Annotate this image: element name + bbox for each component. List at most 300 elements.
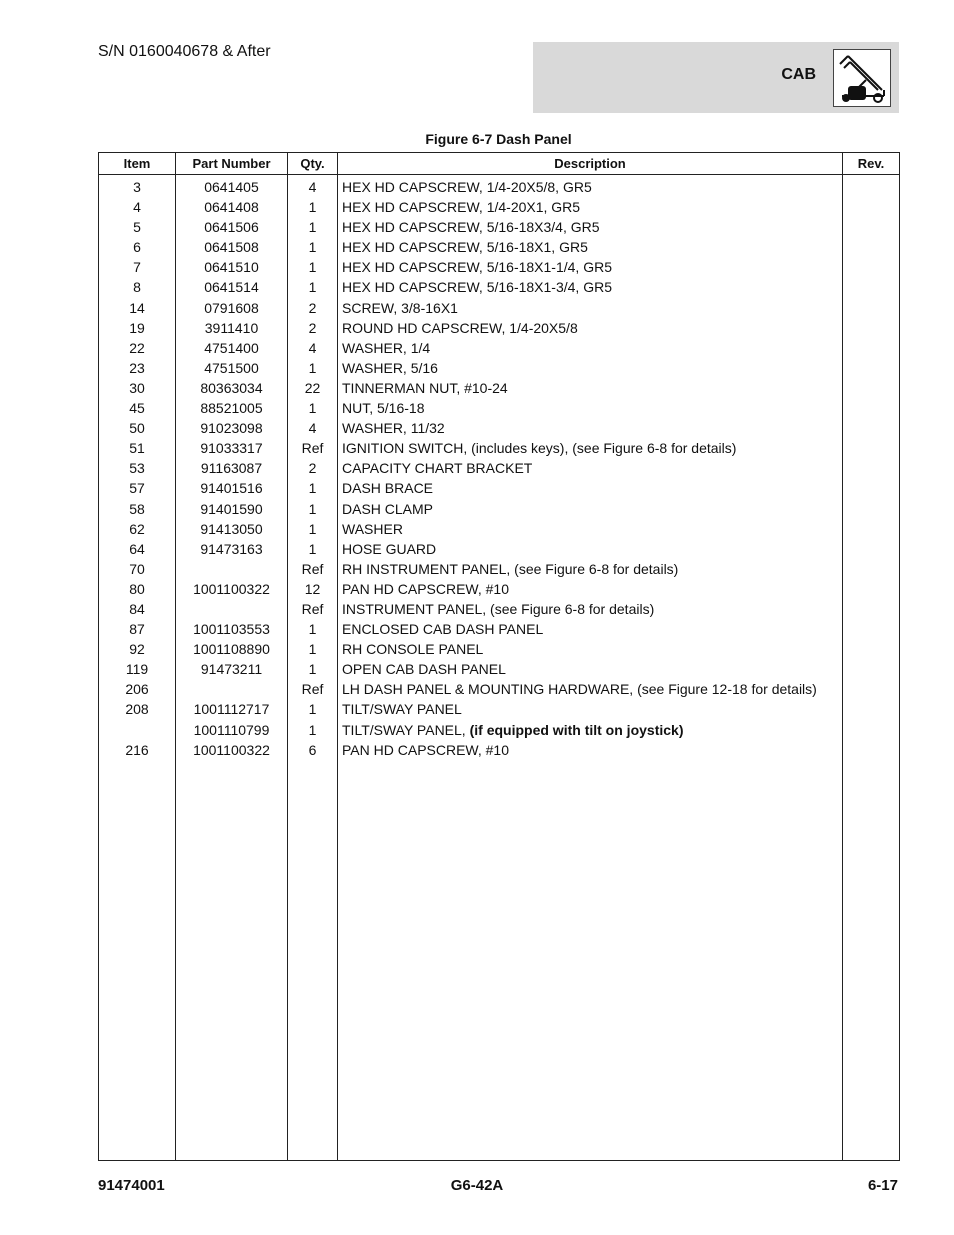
cell-qty-text: 1 — [308, 480, 317, 497]
table-row — [99, 217, 900, 237]
table-row — [99, 639, 900, 659]
cell-item-text: 19 — [129, 319, 145, 336]
cell-qty-text: Ref — [301, 600, 324, 617]
table-row — [99, 418, 900, 438]
cell-qty-text: 1 — [308, 621, 317, 638]
cell-item — [99, 539, 176, 559]
cell-rev — [843, 559, 900, 579]
cell-part-number-text: 1001103553 — [193, 621, 270, 638]
cell-rev — [843, 519, 900, 539]
cell-qty-text: 1 — [308, 359, 317, 376]
cell-qty-text: 2 — [308, 460, 317, 477]
cell-item — [99, 217, 176, 237]
table-row — [99, 358, 900, 378]
cell-rev — [843, 699, 900, 719]
cell-part-number — [176, 519, 288, 539]
cell-description — [338, 318, 843, 338]
cell-part-number — [176, 579, 288, 599]
cell-description-text: HOSE GUARD — [342, 540, 437, 557]
filler-cell — [843, 760, 900, 1161]
cell-item-text: 50 — [129, 420, 145, 437]
cell-qty-text: 1 — [308, 279, 317, 296]
cell-part-number-text: 1001100322 — [193, 580, 270, 597]
cell-part-number-text: 91413050 — [200, 520, 263, 537]
cell-qty-text: 6 — [308, 741, 317, 758]
cell-qty — [288, 599, 338, 619]
cell-item — [99, 277, 176, 297]
cell-description — [338, 599, 843, 619]
cell-item — [99, 619, 176, 639]
cell-qty-text: 1 — [308, 540, 317, 557]
cell-item — [99, 519, 176, 539]
cell-part-number-text: 91473211 — [200, 661, 263, 678]
scissor-lift-icon — [833, 49, 891, 107]
cell-part-number — [176, 298, 288, 318]
cell-part-number-text: 0641508 — [204, 239, 259, 256]
cell-item-text: 5 — [133, 219, 141, 236]
cell-description — [338, 740, 843, 760]
cell-rev — [843, 257, 900, 277]
cell-description-text: WASHER — [342, 520, 403, 537]
cell-part-number — [176, 458, 288, 478]
filler-cell — [288, 760, 338, 1161]
cell-description-text: TILT/SWAY PANEL — [342, 701, 462, 718]
cell-description — [338, 358, 843, 378]
cell-item — [99, 438, 176, 458]
cell-item — [99, 659, 176, 679]
cell-part-number-text: 1001108890 — [193, 641, 270, 658]
cell-item-text: 92 — [129, 641, 145, 658]
cell-description — [338, 217, 843, 237]
table-row — [99, 378, 900, 398]
footer-page-number: 6-17 — [867, 1177, 898, 1194]
cell-rev — [843, 639, 900, 659]
cell-qty-text: 4 — [308, 179, 317, 195]
cell-description-text: TINNERMAN NUT, #10-24 — [342, 379, 508, 396]
cell-qty — [288, 539, 338, 559]
table-row — [99, 659, 900, 679]
cell-part-number — [176, 418, 288, 438]
cell-qty — [288, 438, 338, 458]
cell-part-number — [176, 175, 288, 198]
filler-cell — [99, 760, 176, 1161]
cell-description-text: HEX HD CAPSCREW, 5/16-18X1-3/4, GR5 — [342, 279, 612, 296]
cell-part-number — [176, 338, 288, 358]
cell-qty-text: 22 — [304, 379, 321, 396]
cell-part-number-text: 4751400 — [204, 339, 259, 356]
cell-item-text: 216 — [125, 741, 149, 758]
cell-description-text: DASH CLAMP — [342, 500, 434, 517]
table-row — [99, 398, 900, 418]
cell-rev — [843, 579, 900, 599]
table-row — [99, 519, 900, 539]
cell-part-number-text: 0641510 — [204, 259, 259, 276]
cell-part-number-text: 1001110799 — [193, 721, 270, 738]
cell-part-number — [176, 679, 288, 699]
cell-part-number — [176, 699, 288, 719]
cell-description — [338, 679, 843, 699]
cell-description-text: WASHER, 5/16 — [342, 359, 438, 376]
cell-description-text: HEX HD CAPSCREW, 5/16-18X3/4, GR5 — [342, 219, 600, 236]
cell-item-text: 7 — [133, 259, 141, 276]
cell-part-number-text: 0641514 — [204, 279, 259, 296]
cell-description — [338, 398, 843, 418]
cell-qty — [288, 458, 338, 478]
cell-qty — [288, 579, 338, 599]
cell-qty-text: 1 — [308, 641, 317, 658]
cell-description — [338, 659, 843, 679]
cell-item-text: 208 — [125, 701, 149, 718]
cell-description-text: IGNITION SWITCH, (includes keys), (see Figure 6-8 for details) — [342, 440, 737, 457]
cell-item — [99, 699, 176, 719]
cell-qty-text: 2 — [308, 319, 317, 336]
cell-part-number-text: 91023098 — [200, 420, 263, 437]
cell-description — [338, 257, 843, 277]
cell-item — [99, 599, 176, 619]
column-header-qty: Qty. — [288, 153, 338, 175]
figure-title: Figure 6-7 Dash Panel — [425, 131, 572, 147]
cell-item — [99, 398, 176, 418]
cell-qty — [288, 659, 338, 679]
cell-qty — [288, 217, 338, 237]
cell-rev — [843, 398, 900, 418]
cell-description — [338, 197, 843, 217]
cell-qty — [288, 398, 338, 418]
cell-description-text: NUT, 5/16-18 — [342, 400, 425, 417]
footer-model: G6-42A — [450, 1177, 504, 1194]
cell-qty — [288, 740, 338, 760]
cell-qty — [288, 720, 338, 740]
cell-rev — [843, 478, 900, 498]
cell-qty — [288, 318, 338, 338]
cell-description-text: RH CONSOLE PANEL — [342, 641, 484, 658]
cell-item-text: 14 — [129, 299, 145, 316]
cell-description — [338, 499, 843, 519]
cell-description — [338, 639, 843, 659]
cell-part-number-text: 91163087 — [200, 460, 263, 477]
cell-rev — [843, 298, 900, 318]
cell-description — [338, 478, 843, 498]
parts-table — [98, 152, 900, 1161]
cell-item-text: 51 — [129, 440, 145, 457]
cell-qty-text: 1 — [308, 400, 317, 417]
cell-item-text: 80 — [129, 580, 145, 597]
column-header-rev: Rev. — [843, 153, 900, 175]
table-row — [99, 679, 900, 699]
cell-item-text: 8 — [133, 279, 141, 296]
cell-part-number-text: 91033317 — [200, 440, 263, 457]
cell-description-text: HEX HD CAPSCREW, 5/16-18X1, GR5 — [342, 239, 588, 256]
table-row — [99, 197, 900, 217]
cell-rev — [843, 720, 900, 740]
cell-qty-text: Ref — [301, 681, 324, 698]
cell-description — [338, 298, 843, 318]
cell-description-text: TILT/SWAY PANEL, — [342, 721, 470, 738]
column-header-part-number: Part Number — [176, 153, 288, 175]
cell-part-number — [176, 197, 288, 217]
table-filler-row — [99, 760, 900, 1161]
table-header-row — [99, 153, 900, 175]
cell-qty-text: 2 — [308, 299, 317, 316]
cell-item-text: 22 — [129, 339, 145, 356]
cell-description-text: HEX HD CAPSCREW, 1/4-20X5/8, GR5 — [342, 179, 592, 195]
table-row — [99, 499, 900, 519]
cell-description — [338, 418, 843, 438]
cell-description — [338, 519, 843, 539]
cell-item — [99, 298, 176, 318]
cell-description-text: SCREW, 3/8-16X1 — [342, 299, 458, 316]
cell-part-number — [176, 559, 288, 579]
cell-item — [99, 237, 176, 257]
cell-rev — [843, 619, 900, 639]
cell-qty-text: 1 — [308, 701, 317, 718]
section-header — [533, 42, 899, 113]
cell-item-text: 62 — [129, 520, 145, 537]
section-label: CAB — [781, 66, 816, 83]
cell-item-text: 57 — [129, 480, 145, 497]
cell-description — [338, 559, 843, 579]
cell-qty — [288, 175, 338, 198]
cell-qty — [288, 197, 338, 217]
cell-part-number — [176, 740, 288, 760]
cell-rev — [843, 197, 900, 217]
cell-qty — [288, 519, 338, 539]
cell-part-number-text: 91401516 — [200, 480, 263, 497]
cell-qty-text: 1 — [308, 721, 317, 738]
cell-part-number — [176, 237, 288, 257]
cell-part-number-text: 80363034 — [200, 379, 263, 396]
table-row — [99, 338, 900, 358]
cell-item — [99, 175, 176, 198]
cell-description-text: DASH BRACE — [342, 480, 434, 497]
table-row — [99, 257, 900, 277]
cell-qty — [288, 559, 338, 579]
cell-rev — [843, 338, 900, 358]
cell-qty — [288, 619, 338, 639]
cell-rev — [843, 175, 900, 198]
cell-rev — [843, 679, 900, 699]
filler-cell — [176, 760, 288, 1161]
cell-rev — [843, 378, 900, 398]
cell-description — [338, 338, 843, 358]
cell-part-number — [176, 478, 288, 498]
cell-rev — [843, 599, 900, 619]
cell-qty-text: 1 — [308, 259, 317, 276]
cell-rev — [843, 458, 900, 478]
cell-qty — [288, 639, 338, 659]
table-row — [99, 740, 900, 760]
cell-description — [338, 237, 843, 257]
cell-description-text: WASHER, 1/4 — [342, 339, 431, 356]
cell-rev — [843, 499, 900, 519]
cell-item — [99, 579, 176, 599]
cell-item-text: 70 — [129, 560, 145, 577]
cell-part-number-text: 0641405 — [204, 179, 259, 195]
cell-part-number-text: 0791608 — [204, 299, 259, 316]
cell-part-number — [176, 438, 288, 458]
cell-description-emphasis: (if equipped with tilt on joystick) — [469, 721, 684, 738]
filler-cell — [338, 760, 843, 1161]
cell-qty-text: 1 — [308, 500, 317, 517]
parts-table-body — [99, 175, 900, 1161]
cell-rev — [843, 358, 900, 378]
cell-part-number-text: 0641408 — [204, 199, 259, 216]
cell-qty — [288, 679, 338, 699]
cell-rev — [843, 539, 900, 559]
cell-part-number — [176, 318, 288, 338]
cell-item-text: 64 — [129, 540, 145, 557]
cell-description-text: LH DASH PANEL & MOUNTING HARDWARE, (see Figure 12-18 for details) — [342, 681, 817, 698]
cell-description-text: CAPACITY CHART BRACKET — [342, 460, 533, 477]
cell-qty — [288, 358, 338, 378]
cell-description — [338, 378, 843, 398]
cell-item — [99, 338, 176, 358]
cell-qty-text: 1 — [308, 239, 317, 256]
cell-description — [338, 579, 843, 599]
cell-item — [99, 257, 176, 277]
cell-part-number — [176, 639, 288, 659]
cell-qty-text: Ref — [301, 560, 324, 577]
cell-qty — [288, 257, 338, 277]
cell-part-number-text: 88521005 — [200, 400, 263, 417]
cell-item — [99, 559, 176, 579]
cell-qty — [288, 499, 338, 519]
cell-item-text: 45 — [129, 400, 145, 417]
cell-rev — [843, 438, 900, 458]
cell-part-number-text: 3911410 — [204, 319, 259, 336]
cell-qty — [288, 277, 338, 297]
cell-rev — [843, 318, 900, 338]
cell-description — [338, 458, 843, 478]
cell-part-number — [176, 217, 288, 237]
cell-description — [338, 438, 843, 458]
cell-item — [99, 740, 176, 760]
cell-item-text: 4 — [133, 199, 141, 216]
cell-rev — [843, 277, 900, 297]
cell-qty — [288, 478, 338, 498]
cell-part-number — [176, 277, 288, 297]
cell-part-number — [176, 378, 288, 398]
cell-qty-text: 1 — [308, 661, 317, 678]
table-row — [99, 720, 900, 740]
cell-rev — [843, 237, 900, 257]
cell-qty-text: 1 — [308, 199, 317, 216]
cell-qty-text: Ref — [301, 440, 324, 457]
serial-number: S/N 0160040678 & After — [98, 43, 271, 60]
cell-item — [99, 358, 176, 378]
cell-item-text: 53 — [129, 460, 145, 477]
cell-item-text: 84 — [129, 600, 145, 617]
table-row — [99, 699, 900, 719]
cell-item — [99, 478, 176, 498]
cell-rev — [843, 217, 900, 237]
cell-rev — [843, 418, 900, 438]
table-row — [99, 458, 900, 478]
cell-item-text: 23 — [129, 359, 145, 376]
cell-description-text: RH INSTRUMENT PANEL, (see Figure 6-8 for details) — [342, 560, 679, 577]
cell-description — [338, 277, 843, 297]
cell-description — [338, 175, 843, 198]
cell-qty-text: 12 — [304, 580, 321, 597]
cell-description — [338, 539, 843, 559]
cell-item — [99, 499, 176, 519]
table-row — [99, 175, 900, 198]
cell-item — [99, 197, 176, 217]
cell-rev — [843, 659, 900, 679]
cell-description-text: ROUND HD CAPSCREW, 1/4-20X5/8 — [342, 319, 578, 336]
cell-item — [99, 679, 176, 699]
cell-description-text: OPEN CAB DASH PANEL — [342, 661, 506, 678]
table-row — [99, 579, 900, 599]
cell-part-number — [176, 619, 288, 639]
cell-item-text: 206 — [125, 681, 149, 698]
cell-qty-text: 4 — [308, 420, 317, 437]
cell-description-text: PAN HD CAPSCREW, #10 — [342, 580, 510, 597]
cell-part-number — [176, 659, 288, 679]
cell-qty — [288, 237, 338, 257]
cell-part-number — [176, 499, 288, 519]
cell-qty-text: 4 — [308, 339, 317, 356]
cell-qty — [288, 298, 338, 318]
table-row — [99, 237, 900, 257]
cell-item — [99, 458, 176, 478]
cell-part-number — [176, 599, 288, 619]
footer-part-number: 91474001 — [98, 1177, 165, 1194]
cell-item-text: 3 — [133, 179, 141, 195]
cell-description — [338, 699, 843, 719]
table-row — [99, 438, 900, 458]
cell-description-text: WASHER, 11/32 — [342, 420, 445, 437]
column-header-item: Item — [99, 153, 176, 175]
cell-item — [99, 378, 176, 398]
cell-part-number-text: 1001112717 — [193, 701, 270, 718]
cell-qty-text: 1 — [308, 520, 317, 537]
cell-item — [99, 418, 176, 438]
table-row — [99, 539, 900, 559]
table-row — [99, 298, 900, 318]
table-row — [99, 277, 900, 297]
cell-part-number — [176, 257, 288, 277]
cell-item-text: 119 — [125, 661, 149, 678]
cell-part-number-text: 1001100322 — [193, 741, 270, 758]
cell-qty — [288, 378, 338, 398]
table-row — [99, 619, 900, 639]
cell-description-text: ENCLOSED CAB DASH PANEL — [342, 621, 544, 638]
cell-part-number-text: 91401590 — [200, 500, 263, 517]
cell-qty — [288, 338, 338, 358]
cell-item — [99, 720, 176, 740]
cell-item-text: 6 — [133, 239, 141, 256]
cell-part-number — [176, 720, 288, 740]
table-row — [99, 318, 900, 338]
column-header-description: Description — [338, 153, 843, 175]
cell-qty-text: 1 — [308, 219, 317, 236]
cell-rev — [843, 740, 900, 760]
cell-item — [99, 318, 176, 338]
table-row — [99, 559, 900, 579]
cell-part-number-text: 0641506 — [204, 219, 259, 236]
cell-part-number-text: 91473163 — [200, 540, 263, 557]
table-row — [99, 478, 900, 498]
cell-description-text: INSTRUMENT PANEL, (see Figure 6-8 for details) — [342, 600, 655, 617]
cell-part-number-text: 4751500 — [204, 359, 259, 376]
cell-qty — [288, 418, 338, 438]
table-row — [99, 599, 900, 619]
cell-description-text: HEX HD CAPSCREW, 1/4-20X1, GR5 — [342, 199, 581, 216]
cell-description-text: PAN HD CAPSCREW, #10 — [342, 741, 510, 758]
cell-item-text: 87 — [129, 621, 145, 638]
cell-item — [99, 639, 176, 659]
